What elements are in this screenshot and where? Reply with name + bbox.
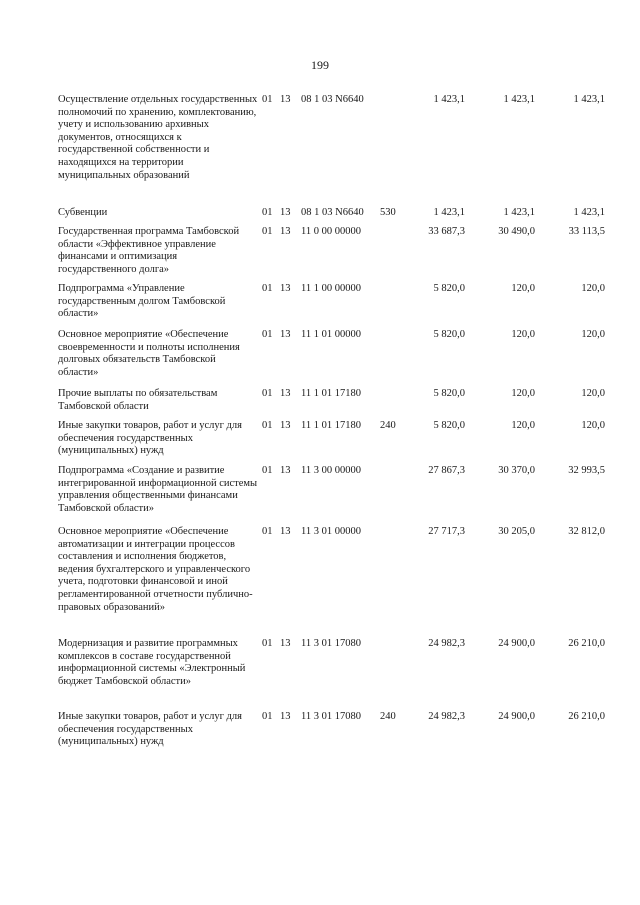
row-value-year1: 5 820,0 bbox=[433, 283, 465, 294]
row-value-year2: 1 423,1 bbox=[503, 207, 535, 218]
row-rz: 01 bbox=[262, 526, 273, 537]
row-value-year2: 1 423,1 bbox=[503, 94, 535, 105]
row-pr: 13 bbox=[280, 226, 291, 237]
row-rz: 01 bbox=[262, 207, 273, 218]
row-name: Иные закупки товаров, работ и услуг для обеспечения государственных (муниципальных) нужд bbox=[58, 420, 242, 457]
row-value-year1: 27 717,3 bbox=[428, 526, 465, 537]
row-csr: 08 1 03 N6640 bbox=[301, 94, 364, 105]
row-pr: 13 bbox=[280, 638, 291, 649]
row-name: Основное мероприятие «Обеспечение автоматизации и интеграции процессов составления и исполнения бюджетов, ведения бухгалтерского и управленческого учета, подготовки финансовой и иной регламентированной отчетности публично-правовых образований» bbox=[58, 526, 253, 613]
row-value-year3: 32 812,0 bbox=[568, 526, 605, 537]
row-value-year2: 120,0 bbox=[511, 420, 535, 431]
row-pr: 13 bbox=[280, 465, 291, 476]
row-pr: 13 bbox=[280, 207, 291, 218]
row-rz: 01 bbox=[262, 388, 273, 399]
row-value-year2: 30 205,0 bbox=[498, 526, 535, 537]
row-name: Модернизация и развитие программных комплексов в составе государственной информационной системы «Электронный бюджет Тамбовской области» bbox=[58, 638, 246, 687]
row-value-year2: 24 900,0 bbox=[498, 711, 535, 722]
row-value-year2: 30 370,0 bbox=[498, 465, 535, 476]
row-vr: 240 bbox=[380, 420, 396, 431]
row-csr: 11 3 01 00000 bbox=[301, 526, 361, 537]
row-pr: 13 bbox=[280, 94, 291, 105]
row-value-year1: 24 982,3 bbox=[428, 711, 465, 722]
row-rz: 01 bbox=[262, 226, 273, 237]
row-name: Подпрограмма «Создание и развитие интегрированной информационной системы управления общественными финансами Тамбовской области» bbox=[58, 465, 258, 514]
row-csr: 11 0 00 00000 bbox=[301, 226, 361, 237]
row-name: Прочие выплаты по обязательствам Тамбовской области bbox=[58, 388, 218, 412]
row-value-year3: 120,0 bbox=[581, 420, 605, 431]
row-value-year3: 33 113,5 bbox=[568, 226, 605, 237]
row-value-year3: 120,0 bbox=[581, 388, 605, 399]
row-name: Подпрограмма «Управление государственным долгом Тамбовской области» bbox=[58, 283, 226, 320]
row-value-year1: 1 423,1 bbox=[433, 94, 465, 105]
row-csr: 11 1 01 00000 bbox=[301, 329, 361, 340]
row-csr: 11 1 01 17180 bbox=[301, 388, 361, 399]
row-value-year2: 24 900,0 bbox=[498, 638, 535, 649]
row-value-year2: 30 490,0 bbox=[498, 226, 535, 237]
row-pr: 13 bbox=[280, 420, 291, 431]
row-value-year3: 26 210,0 bbox=[568, 638, 605, 649]
row-vr: 240 bbox=[380, 711, 396, 722]
row-value-year2: 120,0 bbox=[511, 329, 535, 340]
row-pr: 13 bbox=[280, 711, 291, 722]
row-name: Иные закупки товаров, работ и услуг для обеспечения государственных (муниципальных) нужд bbox=[58, 711, 242, 748]
row-rz: 01 bbox=[262, 638, 273, 649]
row-rz: 01 bbox=[262, 283, 273, 294]
row-value-year1: 27 867,3 bbox=[428, 465, 465, 476]
row-name: Основное мероприятие «Обеспечение своевременности и полноты исполнения долговых обязательств Тамбовской области» bbox=[58, 329, 240, 378]
row-name: Государственная программа Тамбовской области «Эффективное управление финансами и оптимизация государственного долга» bbox=[58, 226, 240, 275]
row-pr: 13 bbox=[280, 526, 291, 537]
row-value-year3: 26 210,0 bbox=[568, 711, 605, 722]
row-value-year3: 120,0 bbox=[581, 283, 605, 294]
row-value-year1: 5 820,0 bbox=[433, 388, 465, 399]
row-pr: 13 bbox=[280, 329, 291, 340]
row-value-year1: 5 820,0 bbox=[433, 329, 465, 340]
row-pr: 13 bbox=[280, 283, 291, 294]
row-csr: 11 1 01 17180 bbox=[301, 420, 361, 431]
row-pr: 13 bbox=[280, 388, 291, 399]
row-rz: 01 bbox=[262, 94, 273, 105]
row-csr: 08 1 03 N6640 bbox=[301, 207, 364, 218]
row-value-year1: 33 687,3 bbox=[428, 226, 465, 237]
row-rz: 01 bbox=[262, 329, 273, 340]
row-value-year3: 1 423,1 bbox=[573, 94, 605, 105]
row-value-year3: 1 423,1 bbox=[573, 207, 605, 218]
row-csr: 11 3 01 17080 bbox=[301, 638, 361, 649]
row-csr: 11 3 00 00000 bbox=[301, 465, 361, 476]
row-value-year3: 32 993,5 bbox=[568, 465, 605, 476]
row-value-year1: 5 820,0 bbox=[433, 420, 465, 431]
row-value-year2: 120,0 bbox=[511, 283, 535, 294]
row-rz: 01 bbox=[262, 711, 273, 722]
row-csr: 11 3 01 17080 bbox=[301, 711, 361, 722]
row-vr: 530 bbox=[380, 207, 396, 218]
row-name: Субвенции bbox=[58, 207, 108, 218]
row-value-year2: 120,0 bbox=[511, 388, 535, 399]
page-number: 199 bbox=[311, 58, 329, 72]
row-rz: 01 bbox=[262, 465, 273, 476]
row-value-year3: 120,0 bbox=[581, 329, 605, 340]
row-value-year1: 1 423,1 bbox=[433, 207, 465, 218]
row-csr: 11 1 00 00000 bbox=[301, 283, 361, 294]
row-rz: 01 bbox=[262, 420, 273, 431]
row-value-year1: 24 982,3 bbox=[428, 638, 465, 649]
row-name: Осуществление отдельных государственных полномочий по хранению, комплектованию, учету и использованию архивных документов, относящихся к государственной собственности и находящихся на территории муниципальных образований bbox=[58, 94, 258, 181]
